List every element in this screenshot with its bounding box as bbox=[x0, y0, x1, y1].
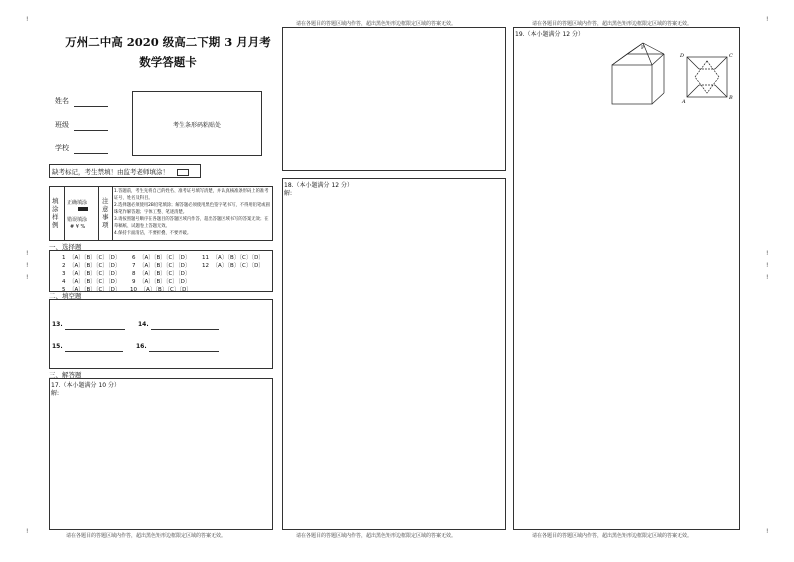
class-field[interactable] bbox=[74, 122, 108, 131]
fold-mark: ! bbox=[766, 262, 769, 269]
mc-row[interactable]: 10 〔A〕〔B〕〔C〕〔D〕 bbox=[130, 287, 192, 293]
fold-mark: ! bbox=[26, 250, 29, 257]
fold-mark: ! bbox=[26, 528, 29, 535]
fold-mark: ! bbox=[766, 274, 769, 281]
q16-field[interactable] bbox=[149, 343, 219, 352]
school-field[interactable] bbox=[74, 145, 108, 154]
q15-field[interactable] bbox=[65, 343, 123, 352]
solve-section-label: 三、解答题 bbox=[49, 371, 82, 379]
name-field[interactable] bbox=[74, 98, 108, 107]
example-label: 填涂样例 bbox=[52, 197, 59, 229]
bottom-notice-middle: 请在各题目的答题区域内作答，超出黑色矩形边框限定区域的答案无效。 bbox=[296, 533, 457, 539]
fold-mark: ! bbox=[766, 16, 769, 23]
top-notice-right: 请在各题目的答题区域内作答，超出黑色矩形边框限定区域的答案无效。 bbox=[532, 21, 693, 27]
mc-row[interactable]: 7 〔A〕〔B〕〔C〕〔D〕 bbox=[132, 263, 191, 269]
fill-box bbox=[49, 299, 273, 369]
school-label: 学校 bbox=[55, 144, 69, 152]
label-d: D bbox=[680, 53, 685, 59]
page-title: 万州二中高 2020 级高二下期 3 月月考 bbox=[65, 35, 271, 49]
q15-label: 15. bbox=[52, 343, 63, 350]
q17-title: 17.（本小题满分 10 分） bbox=[51, 382, 120, 389]
note-3: 3.请按照题号顺序在各题目的答题区域内作答，超出答题区域书写的答案无效；在草稿纸、试题卷上答题无效。 bbox=[114, 217, 269, 229]
barcode-label: 考生条形码粘贴处 bbox=[172, 122, 221, 129]
label-a: A bbox=[682, 99, 686, 105]
mc-row[interactable]: 12 〔A〕〔B〕〔C〕〔D〕 bbox=[202, 263, 264, 269]
mc-row[interactable]: 2 〔A〕〔B〕〔C〕〔D〕 bbox=[62, 263, 121, 269]
notes-label: 注意事项 bbox=[102, 197, 109, 229]
label-p: P bbox=[641, 45, 645, 51]
correct-label: 正确填涂 bbox=[67, 200, 88, 206]
correct-mark bbox=[78, 207, 88, 211]
name-label: 姓名 bbox=[55, 97, 69, 105]
top-notice-middle: 请在各题目的答题区域内作答，超出黑色矩形边框限定区域的答案无效。 bbox=[296, 21, 457, 27]
barcode-area bbox=[132, 91, 262, 156]
q14-field[interactable] bbox=[151, 321, 219, 330]
q19-answer-box[interactable] bbox=[513, 27, 740, 530]
q13-field[interactable] bbox=[65, 321, 125, 330]
q16-label: 16. bbox=[136, 343, 147, 350]
cube-figure bbox=[612, 43, 664, 104]
class-label: 班级 bbox=[55, 121, 69, 129]
mc-row[interactable]: 8 〔A〕〔B〕〔C〕〔D〕 bbox=[132, 271, 191, 277]
label-b: B bbox=[729, 95, 733, 101]
absent-checkbox[interactable] bbox=[177, 169, 189, 176]
note-2: 2.选择题必须使用2B铅笔填涂；解答题必须使用黑色签字笔书写，不得用铅笔或圆珠笔作解答题；字体工整、笔迹清楚。 bbox=[114, 203, 270, 215]
page-subtitle: 数学答题卡 bbox=[139, 55, 197, 69]
mc-section-label: 一、选择题 bbox=[49, 243, 82, 251]
fold-mark: ! bbox=[766, 250, 769, 257]
wrong-marks: # ¥ % bbox=[70, 224, 86, 230]
bottom-notice-right: 请在各题目的答题区域内作答，超出黑色矩形边框限定区域的答案无效。 bbox=[532, 533, 693, 539]
q14-label: 14. bbox=[138, 321, 149, 328]
fold-mark: ! bbox=[26, 262, 29, 269]
q18-answer-label: 解: bbox=[284, 190, 293, 197]
q17-answer-label: 解: bbox=[51, 390, 60, 397]
mc-row[interactable]: 6 〔A〕〔B〕〔C〕〔D〕 bbox=[132, 255, 191, 261]
absent-box bbox=[49, 164, 201, 178]
q19-title: 19.（本小题满分 12 分） bbox=[515, 31, 584, 38]
q17-answer-box[interactable] bbox=[49, 378, 273, 530]
fold-mark: ! bbox=[26, 16, 29, 23]
absent-notice: 缺考标记，考生禁填！由监考老师填涂！ bbox=[52, 168, 169, 176]
q13-label: 13. bbox=[52, 321, 63, 328]
q18-answer-box[interactable] bbox=[282, 178, 506, 530]
fill-section-label: 二、填空题 bbox=[49, 292, 82, 300]
square-figure bbox=[687, 57, 727, 97]
mc-row[interactable]: 9 〔A〕〔B〕〔C〕〔D〕 bbox=[132, 279, 191, 285]
fold-mark: ! bbox=[26, 274, 29, 281]
instructions-box bbox=[49, 186, 273, 241]
mc-box bbox=[49, 250, 273, 292]
q16-continued-box[interactable] bbox=[282, 27, 506, 171]
mc-row[interactable]: 3 〔A〕〔B〕〔C〕〔D〕 bbox=[62, 271, 121, 277]
bottom-notice-left: 请在各题目的答题区域内作答，超出黑色矩形边框限定区域的答案无效。 bbox=[66, 533, 227, 539]
note-1: 1.答题前，考生先将自己的姓名、准考证号填写清楚，并认真核准条形码上的准考证号、姓名及科目。 bbox=[114, 189, 269, 201]
wrong-label: 错误填涂 bbox=[67, 217, 88, 223]
mc-row[interactable]: 11 〔A〕〔B〕〔C〕〔D〕 bbox=[202, 255, 264, 261]
mc-row[interactable]: 4 〔A〕〔B〕〔C〕〔D〕 bbox=[62, 279, 121, 285]
mc-row[interactable]: 1 〔A〕〔B〕〔C〕〔D〕 bbox=[62, 255, 121, 261]
note-4: 4.保持卡面清洁，不要折叠、不要弄破。 bbox=[114, 231, 192, 236]
q19-figure bbox=[609, 41, 739, 111]
fold-mark: ! bbox=[766, 528, 769, 535]
label-c: C bbox=[729, 53, 733, 59]
mc-row[interactable]: 5 〔A〕〔B〕〔C〕〔D〕 bbox=[62, 287, 121, 293]
q18-title: 18.（本小题满分 12 分） bbox=[284, 182, 353, 189]
